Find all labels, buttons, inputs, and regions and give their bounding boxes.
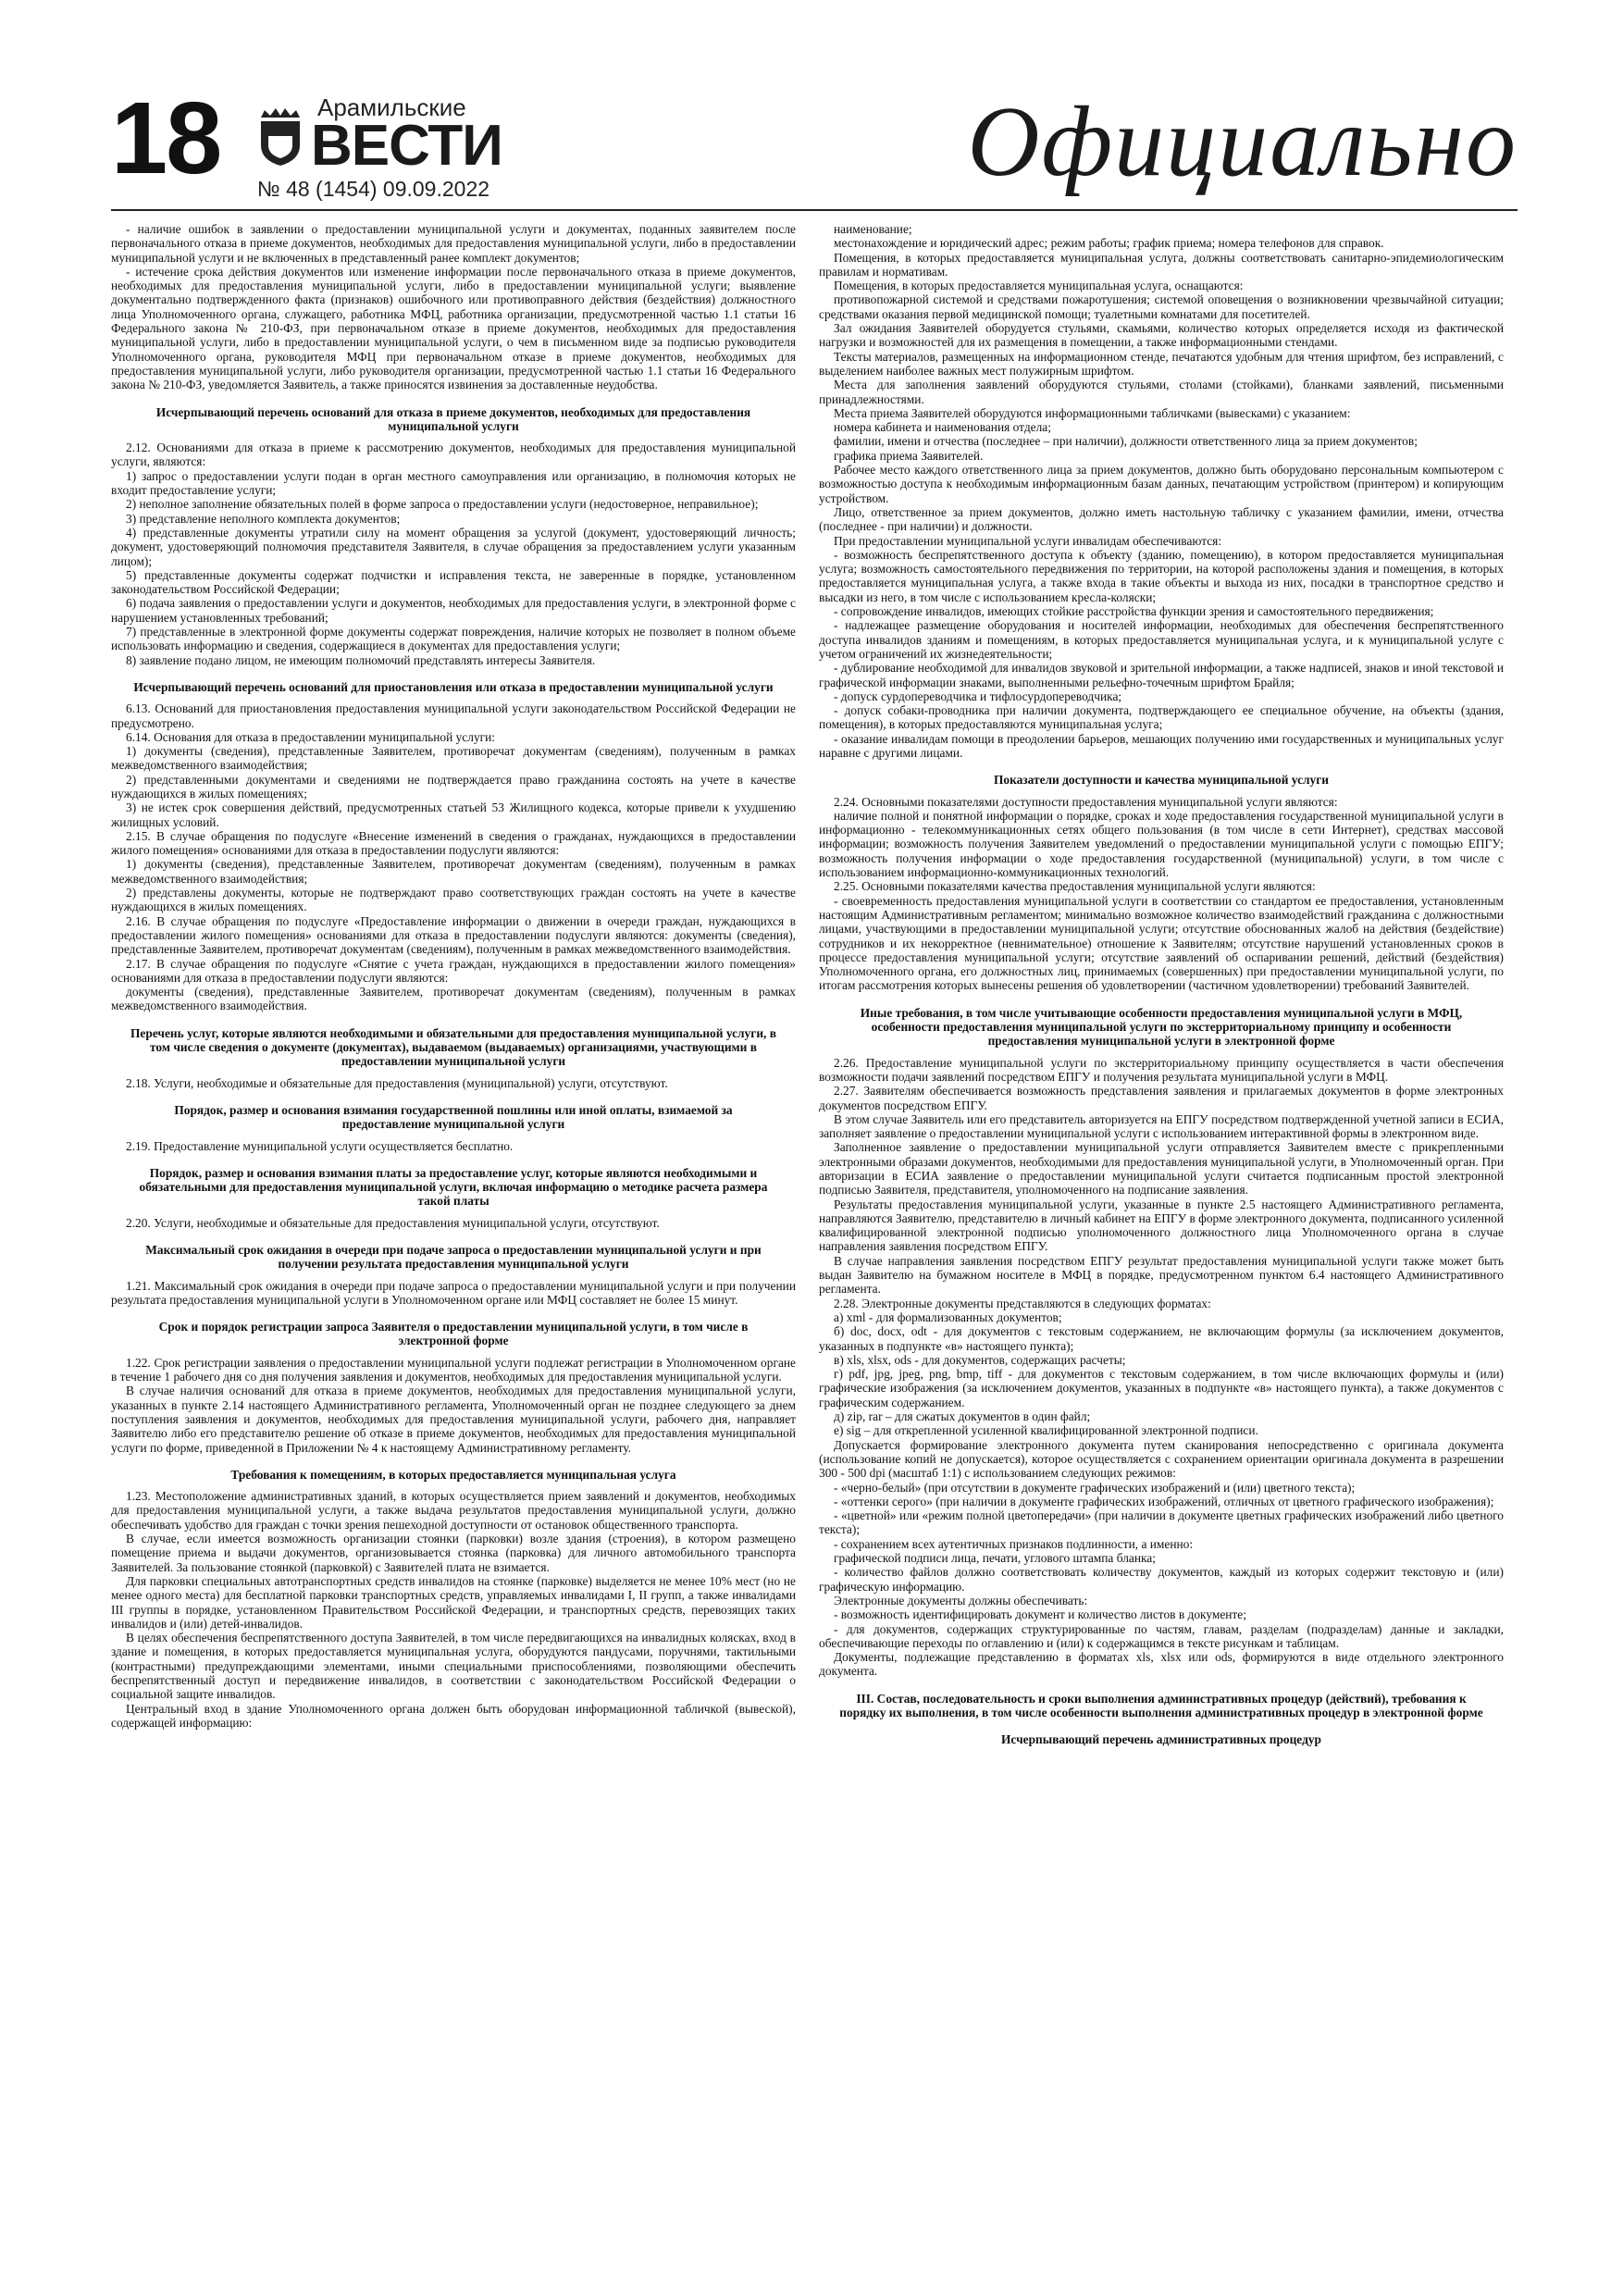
paragraph: 1) запрос о предоставлении услуги подан в орган местного самоуправления или организацию, в полномочия которых не входит предоставление услуги;: [111, 468, 796, 498]
paragraph: 1) документы (сведения), представленные Заявителем, противоречат документам (сведениям), полученным в рамках межведомственного взаимодействия;: [111, 857, 796, 886]
header-divider: [111, 209, 1518, 211]
paragraph: 2) неполное заполнение обязательных полей в форме запроса о предоставлении услуги (недостоверное, неправильное);: [126, 497, 759, 512]
paragraph: Документы, подлежащие представлению в форматах xls, xlsx или ods, формируются в виде отдельного электронного документа.: [819, 1650, 1504, 1679]
section-heading: Порядок, размер и основания взимания государственной пошлины или иной оплаты, взимаемой за предоставление муниципальной услуги: [174, 1102, 733, 1132]
paragraph: - сопровождение инвалидов, имеющих стойкие расстройства функции зрения и самостоятельного передвижения;: [834, 604, 1434, 619]
paragraph: документы (сведения), представленные Заявителем, противоречат документам (сведениям), полученным в рамках межведомственного взаимодействия.: [111, 985, 796, 1013]
paragraph: д) zip, rar – для сжатых документов в один файл;: [834, 1409, 1091, 1424]
section-heading: Показатели доступности и качества муниципальной услуги: [993, 773, 1330, 788]
paragraph: - возможность беспрепятственного доступа к объекту (зданию, помещению), в котором предоставляется муниципальная услуга; возможность самостоятельного передвижения по территории, на которой расположены здания и помещения, в которых предоставляется муниципальная услуга, а также входа в такие объекты и выхода из них, посадки в транспортное средство и высадки из него, в том числе с использованием кресла-коляски;: [819, 547, 1504, 604]
section-heading: Максимальный срок ожидания в очереди при подаче запроса о предоставлении муниципальной услуги и при получении результата предоставления муниципальной услуги: [145, 1243, 762, 1272]
paragraph: - оказание инвалидам помощи в преодолении барьеров, мешающих получению ими государственных и муниципальных услуг наравне с другими лицами.: [819, 731, 1504, 760]
paragraph: - количество файлов должно соответствовать количеству документов, каждый из которых содержит текстовую и (или) графическую информацию.: [819, 1565, 1504, 1594]
paragraph: - «оттенки серого» (при наличии в документе графических изображений, отличных от цветного графического изображения);: [834, 1494, 1494, 1508]
paragraph: В целях обеспечения беспрепятственного доступа Заявителей, в том числе передвигающихся на инвалидных колясках, вход в здание и помещения, в которых предоставляется муниципальная услуга, оборудуются пандусами, поручнями, тактильными (контрастными) предупреждающими элементами, иными специальными приспособлениями, позволяющими обеспечить беспрепятственный доступ и передвижение инвалидов, в соответствии с законодательством Российской Федерации о социальной защите инвалидов.: [111, 1631, 796, 1702]
paragraph: - сохранением всех аутентичных признаков подлинности, а именно:: [834, 1536, 1194, 1551]
paragraph: В случае наличия оснований для отказа в приеме документов, необходимых для предоставления муниципальной услуги, указанных в пункте 2.14 настоящего Административного регламента, Уполномоченный орган не позднее следующего за днем поступления заявления и документов, необходимых для предоставления муниципальной услуги, рабочего дня, направляет Заявителю либо его представителю решение об отказе в приеме документов, необходимых для предоставления муниципальной услуги по форме, приведенной в Приложении № 4 к настоящему Административному регламенту.: [111, 1384, 796, 1455]
paragraph: - «черно-белый» (при отсутствии в документе графических изображений и (или) цветного текста);: [834, 1480, 1356, 1495]
paragraph: 2.25. Основными показателями качества предоставления муниципальной услуги являются:: [834, 879, 1316, 894]
section-heading: Порядок, размер и основания взимания платы за предоставление услуг, которые являются необходимыми и обязательными для предоставления муниципальной услуги, включая информацию о методике расчета размера такой платы: [139, 1165, 768, 1209]
paragraph: графической подписи лица, печати, углового штампа бланка;: [834, 1551, 1156, 1566]
section-heading: Срок и порядок регистрации запроса Заявителя о предоставлении муниципальной услуги, в том числе в электронной форме: [158, 1320, 749, 1348]
right-column: [819, 222, 1504, 2258]
paragraph: противопожарной системой и средствами пожаротушения; системой оповещения о возникновении чрезвычайной ситуации; средствами оказания первой медицинской помощи; туалетными комнатами для посетителей.: [819, 292, 1504, 321]
paragraph: Места приема Заявителей оборудуются информационными табличками (вывесками) с указанием:: [834, 405, 1351, 420]
paragraph: фамилии, имени и отчества (последнее – при наличии), должности ответственного лица за прием документов;: [834, 434, 1418, 449]
paragraph: 2) представлены документы, которые не подтверждают право соответствующих граждан состоять на учете в качестве нуждающихся в жилых помещениях.: [111, 886, 796, 914]
paragraph: 6.14. Основания для отказа в предоставлении муниципальной услуги:: [126, 729, 496, 744]
paragraph: - возможность идентифицировать документ и количество листов в документе;: [834, 1607, 1246, 1622]
paragraph: 2.15. В случае обращения по подуслуге «Внесение изменений в сведения о гражданах, нуждающихся в предоставлении жилого помещения» основаниями для отказа в предоставлении подуслуги являются:: [111, 828, 796, 858]
paragraph: 8) заявление подано лицом, не имеющим полномочий представлять интересы Заявителя.: [126, 652, 596, 667]
paragraph: - допуск сурдопереводчика и тифлосурдопереводчика;: [834, 689, 1122, 703]
paragraph: Зал ожидания Заявителей оборудуется стульями, скамьями, количество которых определяется исходя из фактической нагрузки и возможностей для их размещения в помещении, а также информационными стендами.: [819, 321, 1504, 350]
paragraph: Центральный вход в здание Уполномоченного органа должен быть оборудован информационной табличкой (вывеской), содержащей информацию:: [111, 1701, 796, 1730]
paragraph: графика приема Заявителей.: [834, 448, 984, 463]
paragraph: 2.16. В случае обращения по подуслуге «Предоставление информации о движении в очереди граждан, нуждающихся в предоставлении жилого помещения» основаниями для отказа в предоставлении подуслуги являются: документы (сведения), представленные Заявителем, противоречат документам (сведениям), полученным в рамках межведомственного взаимодействия.: [111, 913, 796, 957]
paragraph: а) xml - для формализованных документов;: [834, 1309, 1062, 1324]
paragraph: г) pdf, jpg, jpeg, png, bmp, tiff - для документов с текстовым содержанием, в том числе включающих формулы и (или) графические изображения (за исключением документов, указанных в подпункте «в» настоящего пункта), а также документов с графическим содержанием.: [819, 1367, 1504, 1409]
paragraph: 2.24. Основными показателями доступности предоставления муниципальной услуги являются:: [834, 794, 1338, 809]
paragraph: номера кабинета и наименования отдела;: [834, 420, 1051, 435]
paragraph: Тексты материалов, размещенных на информационном стенде, печатаются удобным для чтения шрифтом, без исправлений, с выделением наиболее важных мест полужирным шрифтом.: [819, 349, 1504, 378]
section-heading: Требования к помещениям, в которых предоставляется муниципальная услуга: [230, 1467, 676, 1482]
paragraph: 2.17. В случае обращения по подуслуге «Снятие с учета граждан, нуждающихся в предоставлении жилого помещения» основаниями для отказа в предоставлении подуслуги являются:: [111, 956, 796, 985]
paragraph: 1) документы (сведения), представленные Заявителем, противоречат документам (сведениям), полученным в рамках межведомственного взаимодействия;: [111, 744, 796, 773]
paragraph: Для парковки специальных автотранспортных средств инвалидов на стоянке (парковке) выделяется не менее 10% мест (но не менее одного места) для бесплатной парковки транспортных средств, управляемых инвалидами I, II групп, а также инвалидами III группы в порядке, установленном Правительством Российской Федерации, и транспортных средств, перевозящих таких инвалидов и (или) детей-инвалидов.: [111, 1573, 796, 1631]
paragraph: 2.28. Электронные документы представляются в следующих форматах:: [834, 1296, 1211, 1310]
paragraph: Результаты предоставления муниципальной услуги, указанные в пункте 2.5 настоящего Административного регламента, направляются Заявителю, представителю в личный кабинет на ЕПГУ в форме электронного документа, подписанного усиленной квалифицированной электронной подписью уполномоченного должностного лица Уполномоченного органа в случае направления заявления посредством ЕПГУ.: [819, 1197, 1504, 1254]
paragraph: 2.19. Предоставление муниципальной услуги осуществляется бесплатно.: [126, 1138, 514, 1153]
paragraph: В случае, если имеется возможность организации стоянки (парковки) возле здания (строения), в котором размещено помещение приема и выдачи документов, организовывается стоянка (парковка) для личного автомобильного транспорта Заявителей. За пользование стоянкой (парковкой) с Заявителей плата не взимается.: [111, 1532, 796, 1574]
publication-name-line1: Арамильские: [317, 93, 466, 121]
paragraph: 3) не истек срок совершения действий, предусмотренных статьей 53 Жилищного кодекса, которые привели к ухудшению жилищных условий.: [111, 800, 796, 829]
paragraph: 1.21. Максимальный срок ожидания в очереди при подаче запроса о предоставлении муниципальной услуги и при получении результата предоставления муниципальной услуги в Уполномоченном органе или МФЦ составляет не более 15 минут.: [111, 1278, 796, 1307]
paragraph: 1.23. Местоположение административных зданий, в которых осуществляется прием заявлений и документов, необходимых для предоставления муниципальной услуги, а также выдача результатов предоставления муниципальной услуги, должно обеспечивать удобство для граждан с точки зрения пешеходной доступности от остановок общественного транспорта.: [111, 1489, 796, 1532]
paragraph: 2.20. Услуги, необходимые и обязательные для предоставления муниципальной услуги, отсутствуют.: [126, 1215, 660, 1230]
coat-of-arms-icon: [257, 108, 304, 166]
paragraph: наименование;: [834, 222, 912, 236]
publication-logo: [257, 93, 502, 178]
paragraph: Лицо, ответственное за прием документов, должно иметь настольную табличку с указанием фамилии, имени, отчества (последнее - при наличии) и должности.: [819, 504, 1504, 534]
paragraph: е) sig – для открепленной усиленной квалифицированной электронной подписи.: [834, 1423, 1258, 1438]
paragraph: в) xls, xlsx, ods - для документов, содержащих расчеты;: [834, 1352, 1126, 1367]
paragraph: - для документов, содержащих структурированные по частям, главам, разделам (подразделам) данные и закладки, обеспечивающие переходы по оглавлению и (или) к содержащимся в тексте рисункам и таблицам.: [819, 1621, 1504, 1650]
paragraph: - надлежащее размещение оборудования и носителей информации, необходимых для обеспечения беспрепятственного доступа инвалидов зданиям и помещениям, в которых предоставляется муниципальная услуга, и к муниципальной услуге с учетом ограничений их жизнедеятельности;: [819, 618, 1504, 661]
paragraph: 2.18. Услуги, необходимые и обязательные для предоставления (муниципальной) услуги, отсутствуют.: [126, 1075, 668, 1090]
section-heading: Исчерпывающий перечень оснований для приостановления или отказа в предоставлении муниципальной услуги: [133, 679, 774, 694]
page-number: 18: [111, 81, 221, 195]
paragraph: Места для заполнения заявлений оборудуются стульями, столами (стойками), бланками заявлений, письменными принадлежностями.: [819, 378, 1504, 406]
paragraph: 3) представление неполного комплекта документов;: [126, 511, 401, 526]
paragraph: - дублирование необходимой для инвалидов звуковой и зрительной информации, а также надписей, знаков и иной текстовой и графической информации знаками, выполненными рельефно-точечным шрифтом Брайля;: [819, 661, 1504, 689]
paragraph: В этом случае Заявитель или его представитель авторизуется на ЕПГУ посредством подтвержденной учетной записи в ЕСИА, заполняет заявление о предоставлении муниципальной услуги с использованием интерактивной формы в электронном виде.: [819, 1111, 1504, 1141]
section-title: Официально: [967, 87, 1518, 197]
paragraph: Электронные документы должны обеспечивать:: [834, 1593, 1088, 1607]
paragraph: 6.13. Оснований для приостановления предоставления муниципальной услуги законодательством Российской Федерации не предусмотрено.: [111, 701, 796, 730]
section-heading: III. Состав, последовательность и сроки выполнения административных процедур (действий), требования к порядку их выполнения, в том числе особенности выполнения административных процедур в электронной форме: [839, 1691, 1483, 1719]
section-heading: Перечень услуг, которые являются необходимыми и обязательными для предоставления муниципальной услуги, в том числе сведения о документе (документах), выдаваемом (выдаваемых) организациями, участвующими в предоставлении муниципальной услуги: [130, 1025, 776, 1069]
paragraph: 5) представленные документы содержат подчистки и исправления текста, не заверенные в порядке, установленном законодательством Российской Федерации;: [111, 567, 796, 597]
masthead: [111, 81, 1518, 213]
paragraph: 7) представленные в электронной форме документы содержат повреждения, наличие которых не позволяет в полном объеме использовать информацию и сведения, содержащиеся в документах для предоставления услуги;: [111, 625, 796, 653]
paragraph: 2.12. Основаниями для отказа в приеме к рассмотрению документов, необходимых для предоставления муниципальной услуги, являются:: [111, 441, 796, 469]
paragraph: - своевременность предоставления муниципальной услуги в соответствии со стандартом ее предоставления, установленным настоящим Административным регламентом; минимально возможное количество взаимодействий гражданина с должностными лицами, участвующими в предоставлении муниципальной услуги; отсутствие обоснованных жалоб на действия (бездействие) сотрудников и их некорректное (невнимательное) отношение к Заявителям; отсутствие нарушений установленных сроков в процессе предоставления муниципальной услуги; отсутствие заявлений об оспаривании решений, действий (бездействия) Уполномоченного органа, его должностных лиц, принимаемых (совершенных) при предоставлении муниципальной услуги, по итогам рассмотрения которых вынесены решения об удовлетворении (частичном удовлетворении) требований Заявителей.: [819, 893, 1504, 993]
paragraph: местонахождение и юридический адрес; режим работы; график приема; номера телефонов для справок.: [834, 236, 1384, 251]
paragraph: 4) представленные документы утратили силу на момент обращения за услугой (документ, удостоверяющий личность; документ, удостоверяющий полномочия представителя Заявителя, в случае обращения за предоставлением услуги указанным лицом);: [111, 525, 796, 568]
paragraph: 6) подача заявления о предоставлении услуги и документов, необходимых для предоставления услуги, в электронной форме с нарушением установленных требований;: [111, 596, 796, 625]
paragraph: Допускается формирование электронного документа путем сканирования непосредственно с оригинала документа (использование копий не допускается), которое осуществляется с сохранением ориентации оригинала документа в разрешении 300 - 500 dpi (масштаб 1:1) с использованием следующих режимов:: [819, 1437, 1504, 1481]
paragraph: При предоставлении муниципальной услуги инвалидам обеспечиваются:: [834, 533, 1222, 548]
section-heading: Иные требования, в том числе учитывающие особенности предоставления муниципальной услуги в МФЦ, особенности предоставления муниципальной услуги по экстерриториальному принципу и особенности предоставления муниципальной услуги в электронной форме: [860, 1005, 1463, 1049]
paragraph: Помещения, в которых предоставляется муниципальная услуга, должны соответствовать санитарно-эпидемиологическим правилам и нормативам.: [819, 250, 1504, 279]
paragraph: 1.22. Срок регистрации заявления о предоставлении муниципальной услуги подлежат регистрации в Уполномоченном органе в течение 1 рабочего дня со дня получения заявления и документов, необходимых для предоставления муниципальной услуги.: [111, 1355, 796, 1384]
paragraph: б) doc, docx, odt - для документов с текстовым содержанием, не включающим формулы (за исключением документов, указанных в подпункте «в» настоящего пункта);: [819, 1324, 1504, 1353]
paragraph: Заполненное заявление о предоставлении муниципальной услуги отправляется Заявителем вместе с прикрепленными электронными образами документов, необходимыми для предоставления муниципальной услуги, в Уполномоченный орган. При авторизации в ЕСИА заявление о предоставлении муниципальной услуги считается подписанным простой электронной подписью Заявителя, представителя, уполномоченного на подписание заявления.: [819, 1140, 1504, 1198]
paragraph: - «цветной» или «режим полной цветопередачи» (при наличии в документе цветных графических изображений либо цветного текста);: [819, 1508, 1504, 1537]
paragraph: В случае направления заявления посредством ЕПГУ результат предоставления муниципальной услуги также может быть выдан Заявителю на бумажном носителе в МФЦ в порядке, предусмотренном пунктом 6.4 настоящего Административного регламента.: [819, 1253, 1504, 1297]
section-heading: Исчерпывающий перечень оснований для отказа в приеме документов, необходимых для предоставления муниципальной услуги: [155, 404, 751, 433]
section-heading: Исчерпывающий перечень административных процедур: [1000, 1732, 1321, 1747]
paragraph: наличие полной и понятной информации о порядке, сроках и ходе предоставления государственной муниципальной услуги в информационно - телекоммуникационных сетях общего пользования (в том числе в сети Интернет), средствах массовой информации; возможность получения Заявителем уведомлений о предоставлении муниципальной услуги с помощью ЕПГУ; возможность получения информации о ходе предоставления государственной (муниципальной) услуги, в том числе с использованием информационно-коммуникационных технологий.: [819, 808, 1504, 880]
issue-number-date: № 48 (1454) 09.09.2022: [257, 177, 490, 201]
paragraph: - допуск собаки-проводника при наличии документа, подтверждающего ее специальное обучение, на объекты (здания, помещения), в которых предоставляются муниципальная услуга;: [819, 703, 1504, 732]
paragraph: - наличие ошибок в заявлении о предоставлении муниципальной услуги и документах, поданных заявителем после первоначального отказа в приеме документов, необходимых для предоставления муниципальной услуги, либо в предоставлении муниципальной услуги и не включенных в представленный ранее комплект документов;: [111, 222, 796, 265]
publication-name-line2: ВЕСТИ: [311, 114, 502, 178]
paragraph: Рабочее место каждого ответственного лица за прием документов, должно быть оборудовано персональным компьютером с возможностью доступа к необходимым информационным базам данных, печатающим устройством (принтером) и копирующим устройством.: [819, 463, 1504, 505]
paragraph: Помещения, в которых предоставляется муниципальная услуга, оснащаются:: [834, 279, 1244, 293]
paragraph: 2.27. Заявителям обеспечивается возможность представления заявления и прилагаемых документов в форме электронных документов посредством ЕПГУ.: [819, 1084, 1504, 1112]
left-column: [111, 222, 796, 2258]
paragraph: 2.26. Предоставление муниципальной услуги по экстерриториальному принципу осуществляется в части обеспечения возможности подачи заявлений посредством ЕПГУ и получения результата муниципальной услуги в МФЦ.: [819, 1055, 1504, 1084]
paragraph: - истечение срока действия документов или изменение информации после первоначального отказа в приеме документов, необходимых для предоставления муниципальной услуги, либо в предоставлении муниципальной услуги; выявление документально подтвержденного факта (признаков) ошибочного или противоправного действия (бездействия) должностного лица Уполномоченного органа, служащего, работника МФЦ, работника организации, предусмотренной частью 1.1 статьи 16 Федерального закона № 210-ФЗ, при первоначальном отказе в приеме документов, необходимых для предоставления муниципальной услуги, либо в предоставлении муниципальной услуги, о чем в письменном виде за подписью руководителя Уполномоченного органа, руководителя МФЦ при первоначальном отказе в приеме документов, необходимых для предоставления муниципальной услуги, либо руководителя организации, предусмотренной частью 1.1 статьи 16 Федерального закона № 210-ФЗ, уведомляется Заявитель, а также приносятся извинения за доставленные неудобства.: [111, 264, 796, 392]
paragraph: 2) представленными документами и сведениями не подтверждается право гражданина состоять на учете в качестве нуждающихся в жилых помещениях;: [111, 772, 796, 800]
